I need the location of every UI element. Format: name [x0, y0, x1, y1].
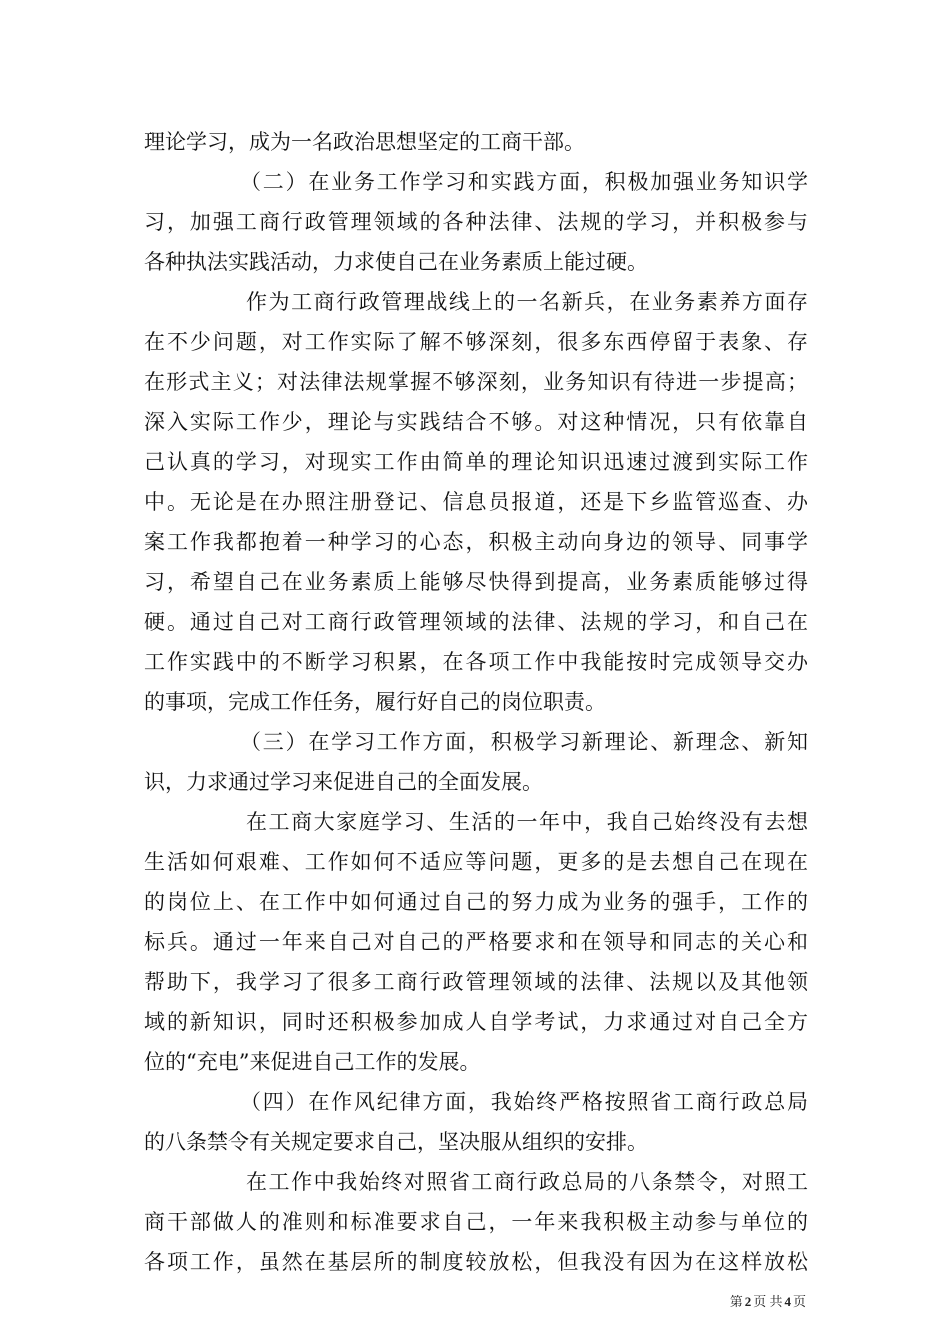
text-line-6: 在不少问题，对工作实际了解不够深刻，很多东西停留于表象、存 [144, 330, 808, 354]
paragraph-start-18: 在工商大家庭学习、生活的一年中，我自己始终没有去想 [246, 810, 808, 834]
paragraph-start-27: 在工作中我始终对照省工商行政总局的八条禁令，对照工 [246, 1170, 808, 1194]
text-line-3: 习，加强工商行政管理领域的各种法律、法规的学习，并积极参与 [144, 210, 808, 234]
text-line-11: 案工作我都抱着一种学习的心态，积极主动向身边的领导、同事学 [144, 530, 808, 554]
text-line-8: 深入实际工作少，理论与实践结合不够。对这种情况，只有依靠自 [144, 410, 808, 434]
text-line-10: 中。无论是在办照注册登记、信息员报道，还是下乡监管巡查、办 [144, 490, 808, 514]
footer-prefix: 第 [729, 1294, 743, 1309]
paragraph-start-5: 作为工商行政管理战线上的一名新兵，在业务素养方面存 [246, 290, 808, 314]
text-line-29: 各项工作，虽然在基层所的制度较放松，但我没有因为在这样放松 [144, 1250, 808, 1274]
section-heading-3: （三）在学习工作方面，积极学习新理论、新理念、新知 [240, 730, 808, 754]
text-line-24: 位的“充电”来促进自己工作的发展。 [144, 1050, 481, 1074]
text-line-12: 习，希望自己在业务素质上能够尽快得到提高，业务素质能够过得 [144, 570, 808, 594]
text-line-13: 硬。通过自己对工商行政管理领域的法律、法规的学习，和自己在 [144, 610, 808, 634]
page-footer [0, 1293, 806, 1311]
footer-total-pages: 4 [784, 1294, 791, 1309]
section-heading-4: （四）在作风纪律方面，我始终严格按照省工商行政总局 [240, 1090, 808, 1114]
text-line-17: 识，力求通过学习来促进自己的全面发展。 [144, 770, 543, 794]
section-heading-2: （二）在业务工作学习和实践方面，积极加强业务知识学 [240, 170, 808, 194]
footer-current-page: 2 [744, 1294, 752, 1309]
text-line-23: 域的新知识，同时还积极参加成人自学考试，力求通过对自己全方 [144, 1010, 808, 1034]
text-line-15: 的事项，完成工作任务，履行好自己的岗位职责。 [144, 690, 606, 714]
text-line-22: 帮助下，我学习了很多工商行政管理领域的法律、法规以及其他领 [144, 970, 808, 994]
text-line-21: 标兵。通过一年来自己对自己的严格要求和在领导和同志的关心和 [144, 930, 808, 954]
text-line-26: 的八条禁令有关规定要求自己，坚决服从组织的安排。 [144, 1130, 648, 1154]
text-line-9: 己认真的学习，对现实工作由简单的理论知识迅速过渡到实际工作 [144, 450, 808, 474]
text-line-4: 各种执法实践活动，力求使自己在业务素质上能过硬。 [144, 250, 648, 274]
text-line-20: 的岗位上、在工作中如何通过自己的努力成为业务的强手，工作的 [144, 890, 808, 914]
text-line-14: 工作实践中的不断学习积累，在各项工作中我能按时完成领导交办 [144, 650, 808, 674]
text-line-28: 商干部做人的准则和标准要求自己，一年来我积极主动参与单位的 [144, 1210, 808, 1234]
text-line-19: 生活如何艰难、工作如何不适应等问题，更多的是去想自己在现在 [144, 850, 808, 874]
text-line-7: 在形式主义；对法律法规掌握不够深刻，业务知识有待进一步提高； [144, 370, 808, 394]
text-line-1: 理论学习，成为一名政治思想坚定的工商干部。 [144, 130, 585, 154]
footer-middle: 页 共 [753, 1294, 783, 1309]
footer-suffix: 页 [792, 1294, 806, 1309]
